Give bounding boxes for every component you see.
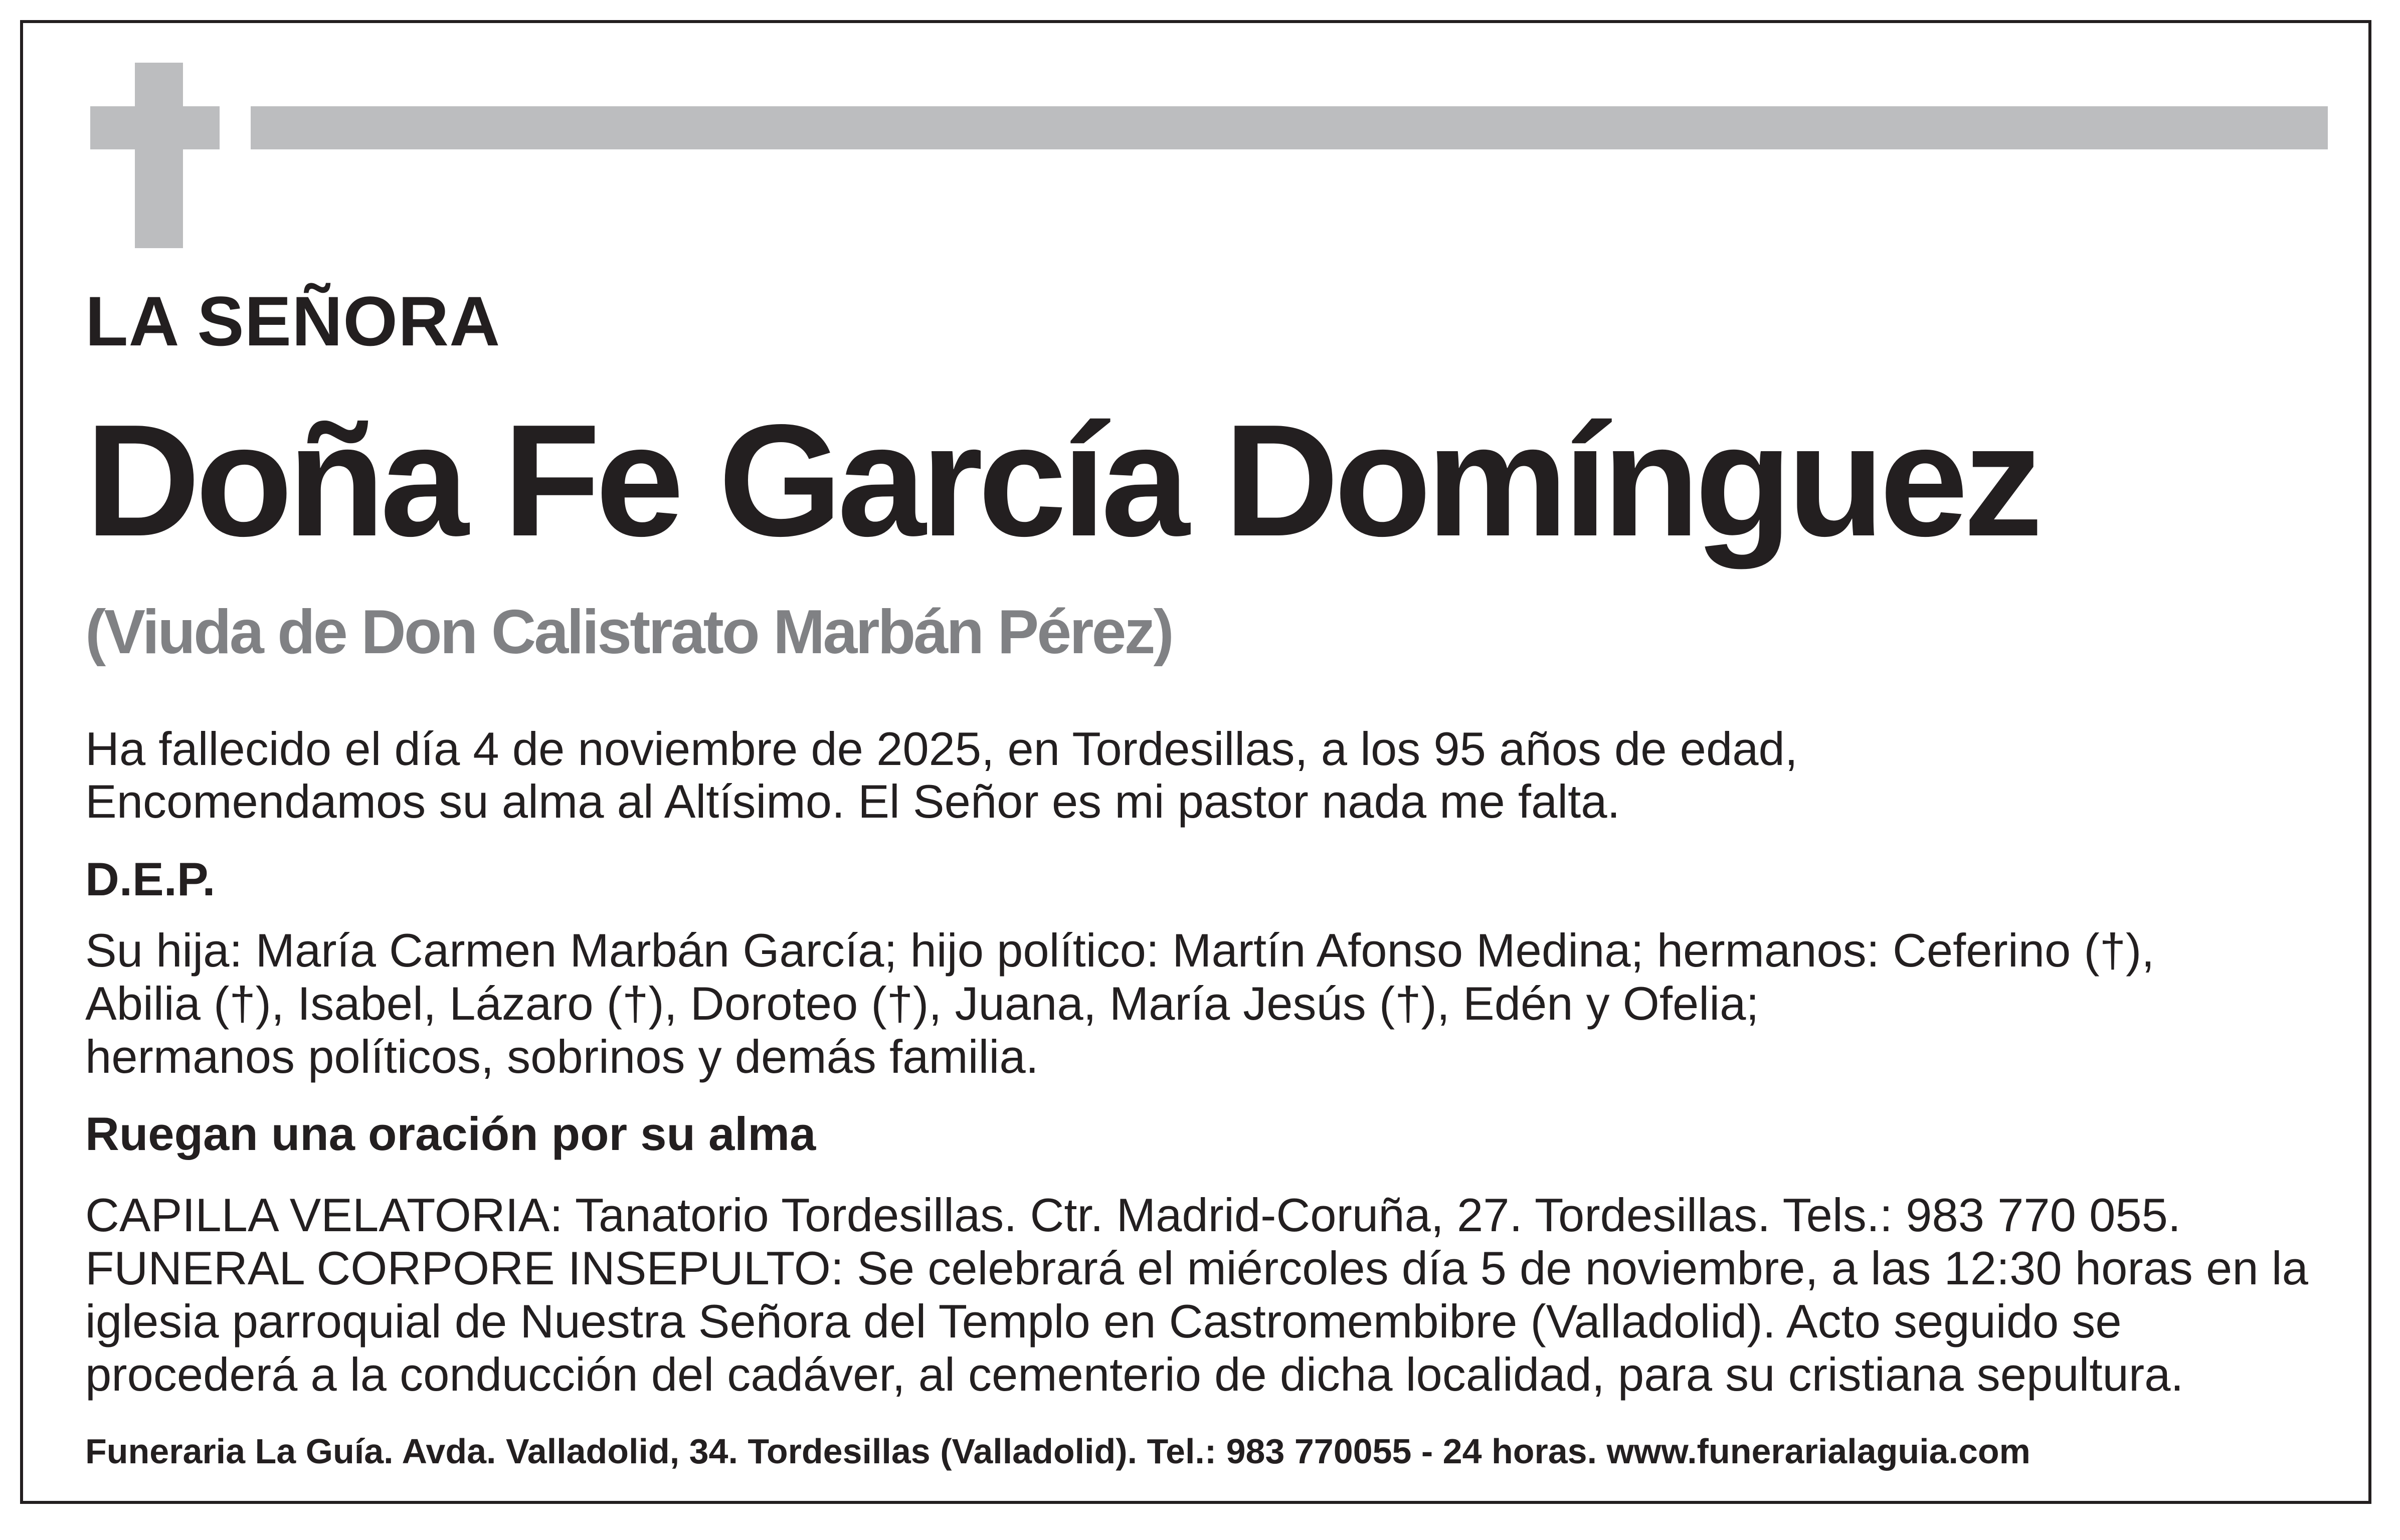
deceased-name: Doña Fe García Domínguez xyxy=(85,392,2038,569)
dep-label: D.E.P. xyxy=(85,853,216,905)
services-line: iglesia parroquial de Nuestra Señora del Templo en Castromembibre (Valladolid). Acto seguido se xyxy=(85,1295,2122,1348)
services-line: CAPILLA VELATORIA: Tanatorio Tordesillas. Ctr. Madrid-Coruña, 27. Tordesillas. Tels.: 983 770 055. xyxy=(85,1189,2181,1241)
services-line: FUNERAL CORPORE INSEPULTO: Se celebrará el miércoles día 5 de noviembre, a las 12:30 horas en la xyxy=(85,1242,2308,1294)
header-rule xyxy=(251,106,2328,149)
prayer-request: Ruegan una oración por su alma xyxy=(85,1107,816,1160)
family-line: hermanos políticos, sobrinos y demás familia. xyxy=(85,1030,1039,1083)
announcement-line: Ha fallecido el día 4 de noviembre de 2025, en Tordesillas, a los 95 años de edad, xyxy=(85,722,1798,775)
widow-line: (Viuda de Don Calistrato Marbán Pérez) xyxy=(85,598,1172,667)
announcement-line: Encomendamos su alma al Altísimo. El Señor es mi pastor nada me falta. xyxy=(85,775,1620,828)
cross-icon-vertical xyxy=(135,63,183,248)
pretitle: LA SEÑORA xyxy=(85,282,501,360)
cross-icon-horizontal xyxy=(90,106,220,149)
funeral-home-footer: Funeraria La Guía. Avda. Valladolid, 34. Tordesillas (Valladolid). Tel.: 983 770055 - 24 horas. www.funerarialaguia.com xyxy=(85,1432,2030,1471)
family-line: Su hija: María Carmen Marbán García; hijo político: Martín Afonso Medina; hermanos: Ceferino (†), xyxy=(85,924,2155,977)
services-line: procederá a la conducción del cadáver, al cementerio de dicha localidad, para su cristiana sepultura. xyxy=(85,1348,2184,1401)
family-line: Abilia (†), Isabel, Lázaro (†), Doroteo (†), Juana, María Jesús (†), Edén y Ofelia; xyxy=(85,977,1759,1030)
